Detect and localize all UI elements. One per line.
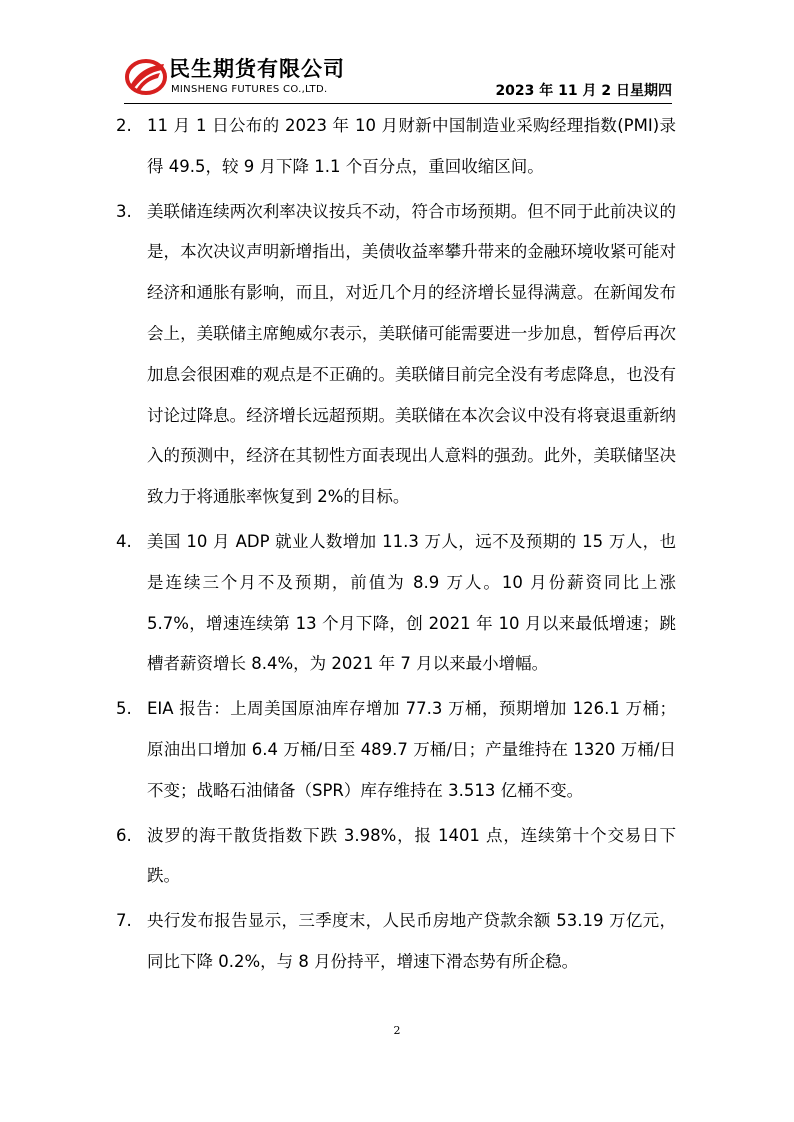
- item-text: 美国 10 月 ADP 就业人数增加 11.3 万人，远不及预期的 15 万人，也是连续三个月不及预期，前值为 8.9 万人。10 月份薪资同比上涨 5.7%，增速连续第 13 个月下降，创 2021 年 10 月以来最低增速；跳槽者薪资增长 8.4%，为 2021 年 7 月以来最小增幅。: [147, 531, 676, 674]
- list-item: [116, 689, 676, 811]
- company-name-cn: 民生期货有限公司: [169, 57, 345, 81]
- list-item: [116, 192, 676, 518]
- list-item: [116, 106, 676, 188]
- page-header: [124, 52, 672, 104]
- company-name-en: MINSHENG FUTURES CO.,LTD.: [171, 84, 328, 95]
- item-text: 11 月 1 日公布的 2023 年 10 月财新中国制造业采购经理指数(PMI)录得 49.5，较 9 月下降 1.1 个百分点，重回收缩区间。: [147, 116, 676, 176]
- item-text: 美联储连续两次利率决议按兵不动，符合市场预期。但不同于此前决议的是，本次决议声明新增指出，美债收益率攀升带来的金融环境收紧可能对经济和通胀有影响，而且，对近几个月的经济增长显得满意。在新闻发布会上，美联储主席鲍威尔表示，美联储可能需要进一步加息，暂停后再次加息会很困难的观点是不正确的。美联储目前完全没有考虑降息，也没有讨论过降息。经济增长远超预期。美联储在本次会议中没有将衰退重新纳入的预测中，经济在其韧性方面表现出人意料的强劲。此外，美联储坚决致力于将通胀率恢复到 2%的目标。: [147, 201, 676, 507]
- item-number: 7.: [116, 911, 132, 931]
- minsheng-logo-icon: [124, 56, 168, 96]
- list-item: [116, 816, 676, 898]
- page-number: 2: [393, 1024, 401, 1037]
- item-text: EIA 报告：上周美国原油库存增加 77.3 万桶，预期增加 126.1 万桶；原油出口增加 6.4 万桶/日至 489.7 万桶/日；产量维持在 1320 万桶/日不变；战略石油储备（SPR）库存维持在 3.513 亿桶不变。: [147, 699, 676, 800]
- item-number: 6.: [116, 825, 132, 845]
- list-item: [116, 901, 676, 983]
- item-number: 2.: [116, 116, 132, 135]
- item-text: 波罗的海干散货指数下跌 3.98%，报 1401 点，连续第十个交易日下跌。: [147, 825, 676, 886]
- item-number: 4.: [116, 531, 132, 551]
- news-list: [116, 106, 676, 987]
- item-number: 5.: [116, 699, 132, 719]
- report-date: 2023 年 11 月 2 日星期四: [495, 83, 672, 99]
- item-text: 央行发布报告显示，三季度末，人民币房地产贷款余额 53.19 万亿元，同比下降 0.2%，与 8 月份持平，增速下滑态势有所企稳。: [147, 911, 676, 971]
- item-number: 3.: [116, 201, 132, 221]
- header-divider: [124, 103, 672, 104]
- list-item: [116, 522, 676, 685]
